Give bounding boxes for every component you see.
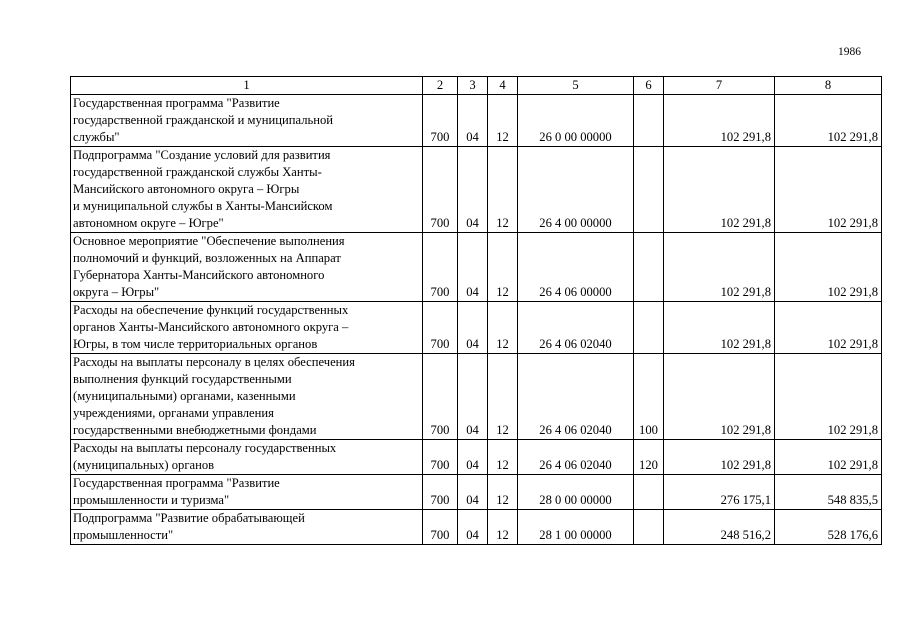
expense-type-code <box>634 233 664 302</box>
table-row <box>71 475 882 510</box>
section-code: 04 <box>458 510 488 545</box>
expense-type-code <box>634 147 664 233</box>
column-header: 3 <box>458 77 488 95</box>
section-code: 04 <box>458 233 488 302</box>
amount-year-2: 102 291,8 <box>775 95 882 147</box>
column-header: 5 <box>518 77 634 95</box>
section-code: 04 <box>458 475 488 510</box>
ministry-code: 700 <box>423 147 458 233</box>
table-body <box>71 95 882 545</box>
header-row <box>71 77 882 95</box>
amount-year-1: 248 516,2 <box>664 510 775 545</box>
expense-type-code <box>634 475 664 510</box>
item-name: Подпрограмма "Развитие обрабатывающей промышленности" <box>71 510 423 545</box>
section-code: 04 <box>458 354 488 440</box>
column-header: 4 <box>488 77 518 95</box>
column-header: 1 <box>71 77 423 95</box>
column-header: 8 <box>775 77 882 95</box>
subsection-code: 12 <box>488 233 518 302</box>
target-article-code: 26 0 00 00000 <box>518 95 634 147</box>
item-name: Государственная программа "Развитие государственной гражданской и муниципальной службы" <box>71 95 423 147</box>
table-row <box>71 95 882 147</box>
table-row <box>71 147 882 233</box>
column-header: 6 <box>634 77 664 95</box>
amount-year-1: 102 291,8 <box>664 440 775 475</box>
amount-year-2: 528 176,6 <box>775 510 882 545</box>
subsection-code: 12 <box>488 510 518 545</box>
amount-year-1: 102 291,8 <box>664 233 775 302</box>
section-code: 04 <box>458 440 488 475</box>
budget-table <box>70 76 882 545</box>
amount-year-1: 102 291,8 <box>664 302 775 354</box>
target-article-code: 26 4 06 02040 <box>518 302 634 354</box>
expense-type-code: 100 <box>634 354 664 440</box>
subsection-code: 12 <box>488 95 518 147</box>
item-name: Подпрограмма "Создание условий для развития государственной гражданской службы Ханты- Мансийского автономного округа – Югры и муниципальной службы в Ханты-Мансийском автономном округе – Югре" <box>71 147 423 233</box>
amount-year-1: 102 291,8 <box>664 354 775 440</box>
amount-year-2: 102 291,8 <box>775 302 882 354</box>
target-article-code: 28 0 00 00000 <box>518 475 634 510</box>
subsection-code: 12 <box>488 302 518 354</box>
column-header: 7 <box>664 77 775 95</box>
target-article-code: 26 4 00 00000 <box>518 147 634 233</box>
amount-year-2: 102 291,8 <box>775 440 882 475</box>
column-header: 2 <box>423 77 458 95</box>
table-row <box>71 233 882 302</box>
target-article-code: 26 4 06 02040 <box>518 440 634 475</box>
ministry-code: 700 <box>423 354 458 440</box>
amount-year-1: 102 291,8 <box>664 95 775 147</box>
ministry-code: 700 <box>423 510 458 545</box>
item-name: Основное мероприятие "Обеспечение выполнения полномочий и функций, возложенных на Аппарат Губернатора Ханты-Мансийского автономного округа – Югры" <box>71 233 423 302</box>
amount-year-2: 102 291,8 <box>775 233 882 302</box>
amount-year-2: 548 835,5 <box>775 475 882 510</box>
expense-type-code <box>634 95 664 147</box>
section-code: 04 <box>458 95 488 147</box>
section-code: 04 <box>458 302 488 354</box>
amount-year-1: 102 291,8 <box>664 147 775 233</box>
amount-year-1: 276 175,1 <box>664 475 775 510</box>
amount-year-2: 102 291,8 <box>775 354 882 440</box>
table-row <box>71 440 882 475</box>
ministry-code: 700 <box>423 95 458 147</box>
target-article-code: 26 4 06 02040 <box>518 354 634 440</box>
table-row <box>71 510 882 545</box>
ministry-code: 700 <box>423 302 458 354</box>
expense-type-code: 120 <box>634 440 664 475</box>
amount-year-2: 102 291,8 <box>775 147 882 233</box>
item-name: Расходы на выплаты персоналу государственных (муниципальных) органов <box>71 440 423 475</box>
item-name: Государственная программа "Развитие промышленности и туризма" <box>71 475 423 510</box>
page-number: 1986 <box>838 46 861 58</box>
ministry-code: 700 <box>423 440 458 475</box>
section-code: 04 <box>458 147 488 233</box>
target-article-code: 26 4 06 00000 <box>518 233 634 302</box>
target-article-code: 28 1 00 00000 <box>518 510 634 545</box>
subsection-code: 12 <box>488 147 518 233</box>
ministry-code: 700 <box>423 233 458 302</box>
subsection-code: 12 <box>488 354 518 440</box>
expense-type-code <box>634 510 664 545</box>
ministry-code: 700 <box>423 475 458 510</box>
table-row <box>71 354 882 440</box>
expense-type-code <box>634 302 664 354</box>
subsection-code: 12 <box>488 475 518 510</box>
subsection-code: 12 <box>488 440 518 475</box>
item-name: Расходы на обеспечение функций государственных органов Ханты-Мансийского автономного округа – Югры, в том числе территориальных органов <box>71 302 423 354</box>
table-row <box>71 302 882 354</box>
item-name: Расходы на выплаты персоналу в целях обеспечения выполнения функций государственными (муниципальными) органами, казенными учреждениями, органами управления государственными внебюджетными фондами <box>71 354 423 440</box>
